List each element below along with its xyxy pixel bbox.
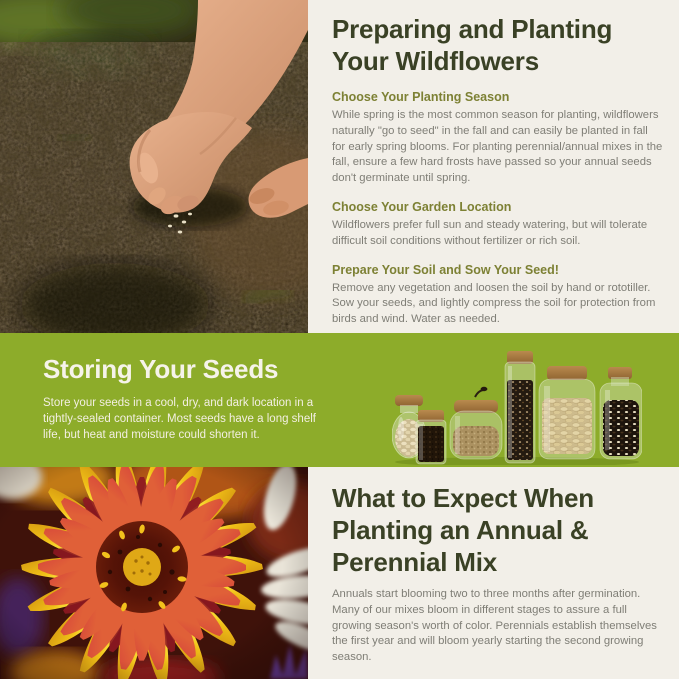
subheading-garden-location: Choose Your Garden Location: [332, 199, 512, 214]
planting-heading-line1: Preparing and Planting: [332, 14, 613, 44]
seed-jars-illustration: [392, 350, 642, 465]
planting-heading-line2: Your Wildflowers: [332, 46, 539, 76]
expect-heading: [332, 482, 664, 578]
expect-body: Annuals start blooming two to three months after germination. Many of our mixes bloom in different stages to assure a full growing season's worth of color. Perennials establish themselves the first year and will bloom yearly starting the second growing season.: [332, 588, 657, 664]
expect-text-column: [332, 482, 664, 666]
expect-heading-line1: What to Expect When: [332, 483, 594, 513]
body-prepare-soil: Remove any vegetation and loosen the soil by hand or rototiller. Sow your seeds, and lightly compress the soil for protection from birds and wind. Water as needed.: [332, 281, 656, 326]
blanket-flower-photo: [0, 467, 308, 679]
subheading-prepare-soil: Prepare Your Soil and Sow Your Seed!: [332, 262, 559, 277]
jar-tall-dark-seeds: [505, 351, 535, 463]
seed-jars-photo: [392, 350, 642, 465]
section-expect: [0, 467, 679, 679]
section-storing: [0, 333, 679, 467]
expect-heading-line3: Perennial Mix: [332, 547, 498, 577]
jar-pumpkin-seeds: [539, 366, 595, 459]
body-planting-season: While spring is the most common season for planting, wildflowers naturally "go to seed" in the fall and can easily be planted in fall for early spring blooms. For planting perennial/annual mixes in the fall, ensure a few hard frosts have passed so your annual seeds don't germinate until spring.: [332, 109, 663, 185]
planting-text-column: [332, 13, 664, 328]
storing-text-column: [43, 354, 343, 443]
jar-dark-powder: [416, 410, 446, 464]
section-planting: [0, 0, 679, 333]
blanket-flower-illustration: [0, 467, 308, 679]
jar-tan-seeds: [450, 387, 502, 459]
sowing-seeds-illustration: [0, 0, 308, 333]
body-garden-location: Wildflowers prefer full sun and steady watering, but will tolerate difficult soil conditions without fertilizer or rich soil.: [332, 218, 648, 247]
planting-heading: [332, 13, 664, 77]
subheading-planting-season: Choose Your Planting Season: [332, 90, 510, 104]
sowing-seeds-photo: [0, 0, 308, 333]
jar-sunflower-seeds: [600, 367, 642, 459]
storing-heading: Storing Your Seeds: [43, 354, 279, 384]
expect-heading-line2: Planting an Annual &: [332, 515, 589, 545]
storing-body: Store your seeds in a cool, dry, and dark location in a tightly-sealed container. Most seeds have a long shelf life, but heat and moisture could shorten it.: [43, 397, 316, 441]
